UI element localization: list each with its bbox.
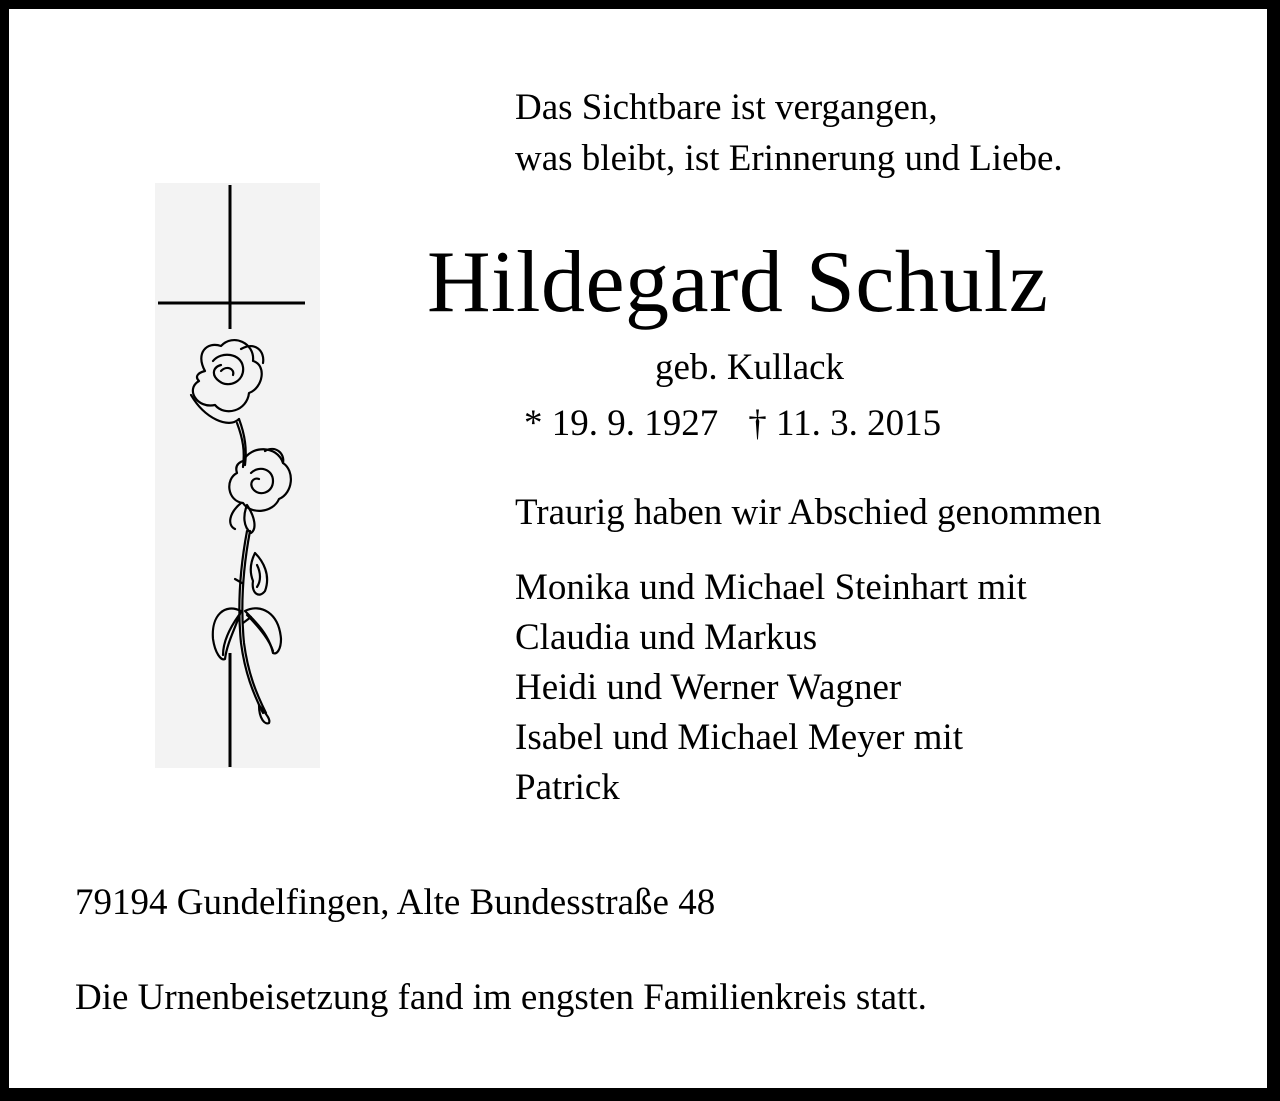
mourning-text: Traurig haben wir Abschied genommen [515,492,1102,533]
mourner-line: Heidi und Werner Wagner [515,667,902,708]
obituary-notice [7,7,1269,1090]
mourner-line: Patrick [515,767,620,808]
family-address: 79194 Gundelfingen, Alte Bundesstraße 48 [75,882,716,923]
mourner-line: Claudia und Markus [515,617,818,658]
birth-date: * 19. 9. 1927 [524,403,719,444]
deceased-name: Hildegard Schulz [427,234,1049,331]
quote-line: was bleibt, ist Erinnerung und Liebe. [515,138,1063,179]
memorial-quote [515,82,1063,184]
death-date: † 11. 3. 2015 [748,403,942,444]
mourner-line: Isabel und Michael Meyer mit [515,717,963,758]
cross-with-roses-icon [155,183,320,768]
mourners-list [515,563,1027,813]
birth-name: geb. Kullack [655,347,845,388]
mourner-line: Monika und Michael Steinhart mit [515,567,1027,608]
quote-line: Das Sichtbare ist vergangen, [515,87,938,128]
life-dates [524,405,941,442]
burial-note: Die Urnenbeisetzung fand im engsten Familienkreis statt. [75,977,927,1018]
